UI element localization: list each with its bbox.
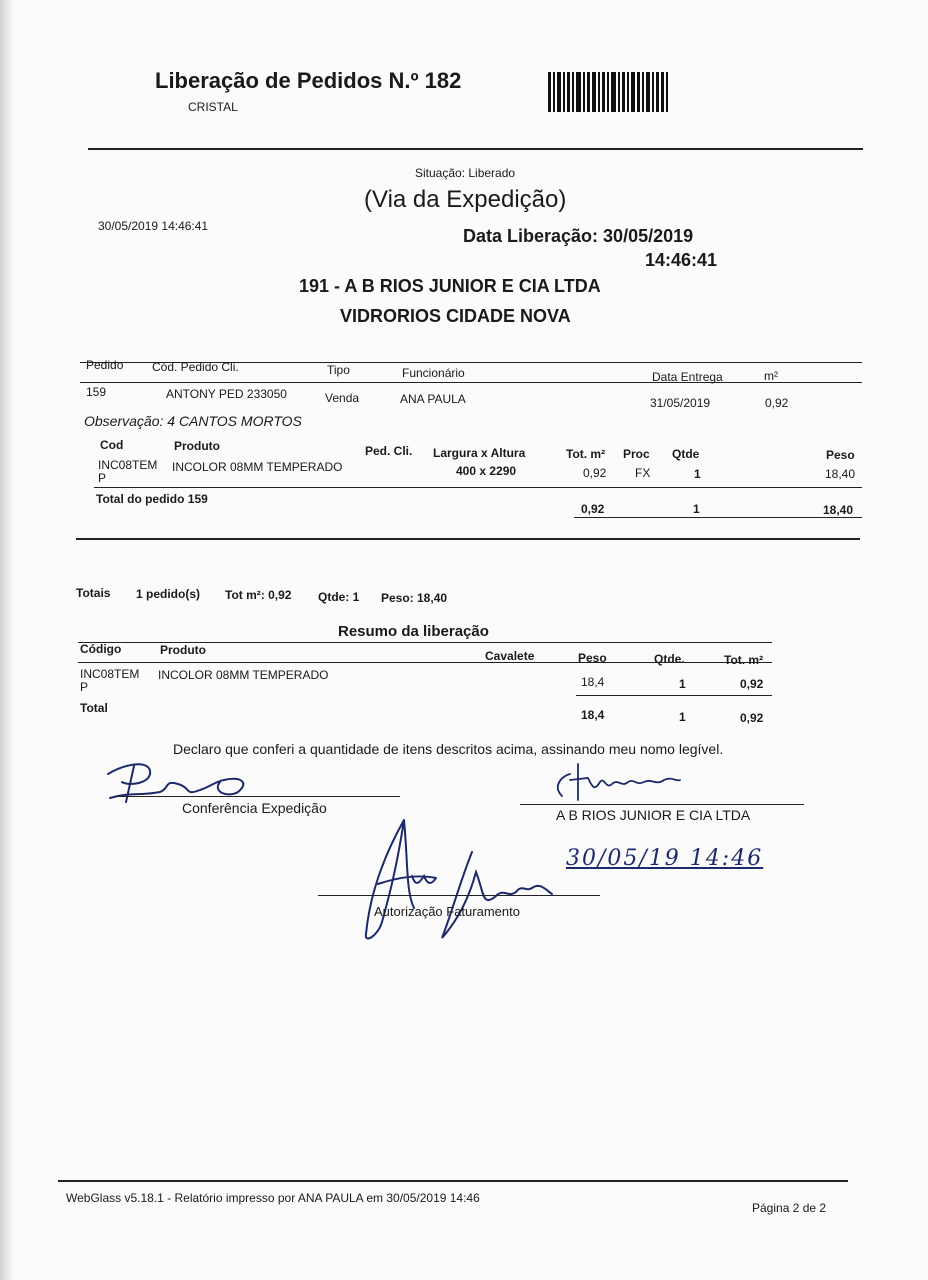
customer-trade-name: VIDRORIOS CIDADE NOVA [340,306,571,326]
order-section-divider [76,538,860,540]
handwritten-date: 30/05/19 14:46 [566,846,764,871]
summary-col-cavalete: Cavalete [485,649,535,663]
tipo-value: Venda [325,391,360,405]
totals-qtde: Qtde: 1 [318,590,360,604]
col-m2-header: m² [764,369,778,383]
summary-total-qtde: 1 [679,710,686,724]
report-subtitle: CRISTAL [188,100,238,114]
totals-m2: Tot m²: 0,92 [225,588,292,602]
copy-label: (Via da Expedição) [364,186,567,213]
summary-title: Resumo da liberação [338,623,489,640]
col-cod-pedido-cli-header: Cód. Pedido Cli. [152,360,239,374]
order-header-line [80,382,862,383]
item-col-peso-header: Peso [826,448,855,462]
autorizacao-signature-line [318,895,600,896]
report-title: Liberação de Pedidos N.º 182 [155,68,462,93]
item-col-proc-header: Proc [623,447,650,461]
item-peso: 18,40 [825,467,856,481]
signature-autorizacao [356,812,596,952]
summary-row-produto: INCOLOR 08MM TEMPERADO [158,668,329,682]
col-data-entrega-header: Data Entrega [652,370,723,384]
summary-row-tot-m2: 0,92 [740,677,764,691]
summary-col-peso: Peso [578,651,607,665]
col-tipo-header: Tipo [327,363,350,377]
summary-col-codigo: Código [80,642,122,656]
item-tot-m2: 0,92 [583,466,607,480]
item-cod-line1: INC08TEM [98,458,158,472]
conferencia-label: Conferência Expedição [182,800,327,816]
barcode-graphic [548,72,668,112]
footer-report-info: WebGlass v5.18.1 - Relatório impresso por ANA PAULA em 30/05/2019 14:46 [66,1191,480,1205]
order-total-label: Total do pedido 159 [96,492,208,506]
item-col-qtde-header: Qtde [672,447,700,461]
summary-total-m2: 0,92 [740,711,764,725]
col-pedido-header: Pedido [86,358,124,372]
customer-name: 191 - A B RIOS JUNIOR E CIA LTDA [299,276,601,296]
order-total-m2: 0,92 [581,502,605,516]
item-col-tot-m2-header: Tot. m² [566,447,606,461]
status-text: Situação: Liberado [415,166,516,180]
summary-total-label: Total [80,701,108,715]
declaration-text: Declaro que conferi a quantidade de itens descritos acima, assinando meu nomo legível. [173,741,724,757]
summary-total-peso: 18,4 [581,708,605,722]
cliente-signature-label: A B RIOS JUNIOR E CIA LTDA [556,807,751,823]
cod-pedido-cli-value: ANTONY PED 233050 [166,387,287,401]
cliente-signature-line [520,804,804,805]
item-bottom-line [94,487,862,488]
footer-divider [58,1180,848,1182]
order-total-qtde: 1 [693,502,700,516]
funcionario-value: ANA PAULA [400,392,466,406]
release-date: Data Liberação: 30/05/2019 [463,226,694,246]
order-total-underline [574,517,862,518]
footer-page-number: Página 2 de 2 [752,1201,827,1215]
item-col-produto-header: Produto [174,439,220,453]
header-divider [88,148,863,150]
item-produto: INCOLOR 08MM TEMPERADO [172,460,343,474]
order-total-peso: 18,40 [823,503,854,517]
data-entrega-value: 31/05/2019 [650,396,711,410]
conferencia-signature-line [116,796,400,797]
item-proc: FX [635,466,651,480]
pedido-number: 159 [86,385,107,399]
summary-row-peso: 18,4 [581,675,605,689]
item-col-ped-cli-header: Ped. Cli. [365,444,413,458]
col-funcionario-header: Funcionário [402,366,465,380]
summary-row-qtde: 1 [679,677,686,691]
autorizacao-label: Autorização Faturamento [374,904,520,919]
totals-pedidos: 1 pedido(s) [136,587,201,601]
summary-col-produto: Produto [160,643,206,657]
signature-cliente [548,756,698,804]
totals-peso: Peso: 18,40 [381,591,448,605]
summary-col-tot-m2: Tot. m² [724,653,764,667]
summary-col-qtde: Qtde. [654,652,685,666]
summary-header-line [78,662,772,663]
summary-row-underline [576,695,772,696]
summary-row-codigo-line2: P [80,680,89,694]
page-edge-shadow [0,0,14,1280]
item-col-dimensions-header: Largura x Altura [433,446,526,460]
print-datetime: 30/05/2019 14:46:41 [98,219,209,233]
totals-label: Totais [76,586,111,600]
observation: Observação: 4 CANTOS MORTOS [84,413,302,429]
item-dimensions: 400 x 2290 [456,464,517,478]
item-qtde: 1 [694,467,701,481]
release-time: 14:46:41 [645,250,718,270]
item-col-cod-header: Cod [100,438,124,452]
summary-row-codigo-line1: INC08TEM [80,667,140,681]
m2-value: 0,92 [765,396,789,410]
item-cod-line2: P [98,471,107,485]
